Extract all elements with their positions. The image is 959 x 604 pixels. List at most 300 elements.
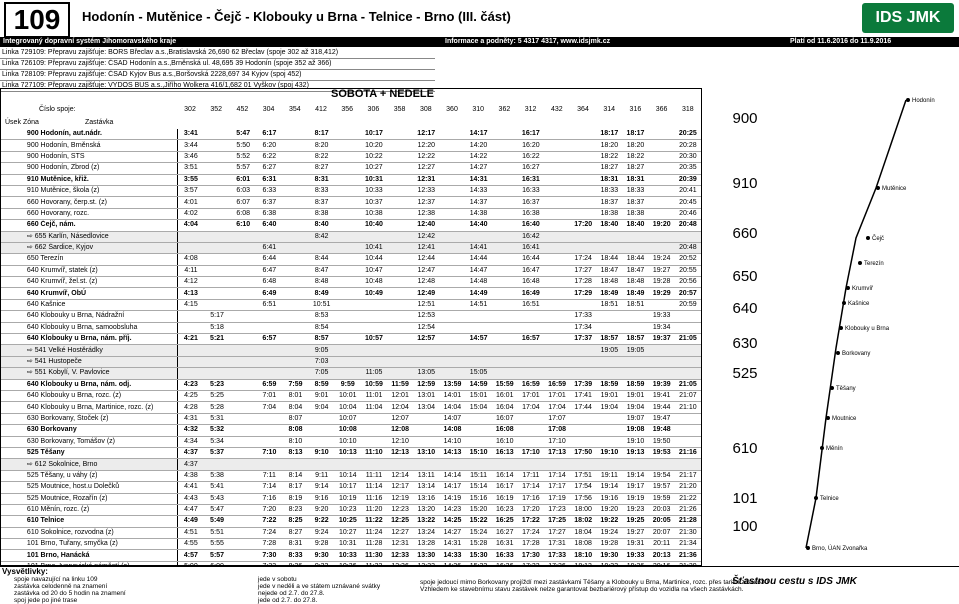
- time-cell: [204, 220, 230, 231]
- time-cell: [177, 311, 204, 322]
- time-cell: 4:15: [177, 299, 204, 310]
- map-stop-dot: [866, 236, 870, 240]
- time-cell: 19:33: [622, 550, 648, 561]
- time-cell: 18:47: [622, 265, 648, 276]
- time-cell: [492, 197, 518, 208]
- time-cell: [544, 231, 570, 242]
- time-cell: 7:28: [256, 539, 282, 550]
- time-cell: 10:20: [361, 140, 387, 151]
- time-cell: 4:04: [177, 220, 204, 231]
- zone-cell: [1, 277, 25, 288]
- time-cell: 7:30: [256, 550, 282, 561]
- time-cell: [230, 356, 256, 367]
- zone-cell: [1, 493, 25, 504]
- time-cell: [335, 129, 361, 140]
- time-cell: 12:51: [413, 299, 439, 310]
- table-row: [1, 185, 701, 196]
- time-cell: 18:49: [622, 288, 648, 299]
- time-cell: [544, 151, 570, 162]
- time-cell: [335, 197, 361, 208]
- time-cell: 6:33: [256, 185, 282, 196]
- time-cell: 19:39: [649, 379, 675, 390]
- time-cell: [204, 288, 230, 299]
- time-cell: 12:40: [413, 220, 439, 231]
- time-cell: 6:57: [256, 334, 282, 345]
- time-cell: 10:57: [361, 334, 387, 345]
- time-cell: 11:01: [361, 390, 387, 401]
- time-cell: 19:59: [649, 493, 675, 504]
- time-cell: [230, 413, 256, 424]
- time-cell: 17:07: [544, 413, 570, 424]
- time-cell: 4:28: [177, 402, 204, 413]
- time-cell: 20:48: [675, 220, 701, 231]
- time-cell: 21:05: [675, 379, 701, 390]
- time-cell: [230, 390, 256, 401]
- stop-name: 640 Klobouky u Brna, rozc. (z): [25, 390, 177, 401]
- table-row: [1, 220, 701, 231]
- time-cell: 19:57: [649, 482, 675, 493]
- time-cell: 14:25: [439, 516, 465, 527]
- time-cell: 19:29: [649, 288, 675, 299]
- time-cell: 19:17: [622, 482, 648, 493]
- time-cell: 19:23: [622, 504, 648, 515]
- zone-number: 525: [732, 365, 758, 382]
- time-cell: [622, 322, 648, 333]
- time-cell: [361, 425, 387, 436]
- time-cell: 14:10: [439, 436, 465, 447]
- time-cell: 17:16: [518, 493, 544, 504]
- time-cell: [596, 231, 622, 242]
- time-cell: 7:24: [256, 527, 282, 538]
- time-cell: [439, 265, 465, 276]
- time-cell: [518, 311, 544, 322]
- time-cell: 3:51: [177, 163, 204, 174]
- time-cell: 10:23: [335, 504, 361, 515]
- time-cell: [387, 163, 413, 174]
- time-cell: [544, 163, 570, 174]
- time-cell: [204, 163, 230, 174]
- time-cell: 5:57: [230, 163, 256, 174]
- time-cell: [335, 163, 361, 174]
- time-cell: [439, 220, 465, 231]
- time-cell: [230, 379, 256, 390]
- time-cell: 6:37: [256, 197, 282, 208]
- time-cell: 8:01: [282, 390, 308, 401]
- time-cell: 18:57: [596, 334, 622, 345]
- time-cell: 19:50: [649, 436, 675, 447]
- time-cell: 17:08: [544, 425, 570, 436]
- time-cell: 19:28: [596, 539, 622, 550]
- time-cell: [335, 368, 361, 379]
- zone-number: 900: [732, 110, 758, 127]
- time-cell: [570, 459, 596, 470]
- stop-name: 101 Brno, Tuřany, smyčka (z): [25, 539, 177, 550]
- time-cell: 20:05: [649, 516, 675, 527]
- time-cell: 16:07: [492, 413, 518, 424]
- time-cell: 16:44: [518, 254, 544, 265]
- time-cell: 21:10: [675, 402, 701, 413]
- time-cell: 17:24: [570, 254, 596, 265]
- time-cell: 21:16: [675, 447, 701, 458]
- time-cell: 6:49: [256, 288, 282, 299]
- time-cell: 17:28: [518, 539, 544, 550]
- time-cell: 19:05: [622, 345, 648, 356]
- time-cell: [335, 174, 361, 185]
- time-cell: [649, 242, 675, 253]
- time-cell: 18:48: [622, 277, 648, 288]
- map-stop-dot: [830, 386, 834, 390]
- time-cell: 13:14: [413, 482, 439, 493]
- time-cell: 16:19: [492, 493, 518, 504]
- time-cell: [649, 208, 675, 219]
- time-cell: 15:10: [465, 447, 491, 458]
- time-cell: [387, 129, 413, 140]
- time-cell: [361, 311, 387, 322]
- time-cell: 16:57: [518, 334, 544, 345]
- time-cell: 4:47: [177, 504, 204, 515]
- time-cell: 17:11: [518, 470, 544, 481]
- zone-cell: [1, 231, 25, 242]
- time-cell: [570, 413, 596, 424]
- time-cell: [309, 425, 335, 436]
- map-stop-dot: [826, 416, 830, 420]
- time-cell: 18:33: [596, 185, 622, 196]
- time-cell: 20:35: [675, 163, 701, 174]
- time-cell: 13:01: [413, 390, 439, 401]
- time-cell: [544, 311, 570, 322]
- zone-cell: [1, 459, 25, 470]
- time-cell: 15:11: [465, 470, 491, 481]
- stop-name: 910 Mutěnice, křiž.: [25, 174, 177, 185]
- time-cell: 12:10: [387, 436, 413, 447]
- time-cell: 8:23: [282, 504, 308, 515]
- stop-name: ⇨ 662 Šardice, Kyjov: [25, 242, 177, 253]
- time-cell: 5:57: [204, 550, 230, 561]
- time-cell: [492, 140, 518, 151]
- time-cell: [649, 299, 675, 310]
- time-cell: [282, 174, 308, 185]
- table-row: [1, 436, 701, 447]
- time-cell: 16:23: [492, 504, 518, 515]
- map-stop-dot: [858, 261, 862, 265]
- time-cell: [387, 334, 413, 345]
- time-cell: [570, 174, 596, 185]
- time-cell: [335, 254, 361, 265]
- route-map: [786, 88, 958, 564]
- time-cell: 14:04: [439, 402, 465, 413]
- time-cell: [177, 242, 204, 253]
- time-cell: 8:27: [282, 527, 308, 538]
- time-cell: 16:42: [518, 231, 544, 242]
- time-cell: [649, 163, 675, 174]
- time-cell: [230, 550, 256, 561]
- time-cell: [230, 402, 256, 413]
- time-cell: 16:01: [492, 390, 518, 401]
- stop-name: 610 Sokolnice, rozvodna (z): [25, 527, 177, 538]
- time-cell: 17:14: [518, 482, 544, 493]
- time-cell: 7:22: [256, 516, 282, 527]
- time-cell: [230, 527, 256, 538]
- time-cell: [282, 356, 308, 367]
- time-cell: [544, 356, 570, 367]
- time-cell: 14:14: [439, 470, 465, 481]
- trip-number: 316: [629, 106, 642, 113]
- time-cell: 17:31: [544, 539, 570, 550]
- time-cell: [439, 345, 465, 356]
- zone-number: 100: [732, 518, 758, 535]
- time-cell: 19:14: [596, 482, 622, 493]
- time-cell: 20:56: [675, 277, 701, 288]
- usek-label: Úsek: [5, 119, 21, 126]
- time-cell: 10:22: [361, 151, 387, 162]
- time-cell: 10:31: [361, 174, 387, 185]
- time-cell: 12:17: [413, 129, 439, 140]
- time-cell: 14:33: [465, 185, 491, 196]
- time-cell: 19:11: [596, 470, 622, 481]
- time-cell: [570, 425, 596, 436]
- time-cell: [649, 140, 675, 151]
- info-text: Informace a podněty: 5 4317 4317, www.idsjmk.cz: [445, 38, 611, 45]
- time-cell: [387, 345, 413, 356]
- time-cell: 19:13: [622, 447, 648, 458]
- time-cell: 19:34: [649, 322, 675, 333]
- time-cell: 18:40: [622, 220, 648, 231]
- time-cell: 17:28: [570, 277, 596, 288]
- time-cell: 19:10: [622, 436, 648, 447]
- time-cell: [649, 345, 675, 356]
- time-cell: 15:28: [465, 539, 491, 550]
- zone-number: 660: [732, 225, 758, 242]
- time-cell: 18:17: [596, 129, 622, 140]
- time-cell: [518, 425, 544, 436]
- time-cell: 17:25: [544, 516, 570, 527]
- time-cell: 19:19: [622, 493, 648, 504]
- trip-number: 354: [288, 106, 301, 113]
- time-cell: 6:48: [256, 277, 282, 288]
- time-cell: 12:14: [387, 470, 413, 481]
- table-row: [1, 129, 701, 140]
- time-cell: [518, 345, 544, 356]
- time-cell: 21:07: [675, 390, 701, 401]
- time-cell: 6:07: [230, 197, 256, 208]
- time-cell: 18:10: [570, 550, 596, 561]
- time-cell: [465, 425, 491, 436]
- time-cell: 12:22: [413, 151, 439, 162]
- table-row: [1, 242, 701, 253]
- table-row: [1, 413, 701, 424]
- time-cell: [230, 470, 256, 481]
- time-cell: 9:30: [309, 550, 335, 561]
- time-cell: 10:44: [361, 254, 387, 265]
- time-cell: 19:05: [596, 345, 622, 356]
- zone-cell: [1, 504, 25, 515]
- time-cell: [465, 311, 491, 322]
- time-cell: [439, 299, 465, 310]
- stop-name: 900 Hodonín, aut.nádr.: [25, 129, 177, 140]
- time-cell: 19:04: [622, 402, 648, 413]
- time-cell: [204, 368, 230, 379]
- time-cell: 8:07: [282, 413, 308, 424]
- zone-cell: [1, 151, 25, 162]
- time-cell: 9:04: [309, 402, 335, 413]
- stop-name: 640 Klobouky u Brna, Martinice, rozc. (z): [25, 402, 177, 413]
- time-cell: [465, 322, 491, 333]
- time-cell: 14:44: [465, 254, 491, 265]
- time-cell: 20:07: [649, 527, 675, 538]
- map-stop-dot: [814, 496, 818, 500]
- time-cell: [439, 288, 465, 299]
- time-cell: 16:25: [492, 516, 518, 527]
- table-row: [1, 288, 701, 299]
- time-cell: 8:10: [282, 436, 308, 447]
- time-cell: 5:51: [204, 527, 230, 538]
- time-cell: [544, 254, 570, 265]
- time-cell: 6:38: [256, 208, 282, 219]
- time-cell: [596, 425, 622, 436]
- time-cell: 13:24: [413, 527, 439, 538]
- time-cell: [492, 185, 518, 196]
- table-row: [1, 539, 701, 550]
- time-cell: 8:47: [309, 265, 335, 276]
- zone-cell: [1, 220, 25, 231]
- time-cell: 7:20: [256, 504, 282, 515]
- map-stop-label: Mutěnice: [882, 186, 907, 192]
- time-cell: [335, 334, 361, 345]
- time-cell: 20:13: [649, 550, 675, 561]
- time-cell: [570, 231, 596, 242]
- time-cell: 8:42: [309, 231, 335, 242]
- time-cell: [544, 345, 570, 356]
- time-cell: [439, 174, 465, 185]
- time-cell: 19:27: [622, 527, 648, 538]
- time-cell: [361, 436, 387, 447]
- time-cell: 6:27: [256, 163, 282, 174]
- time-cell: 5:18: [204, 322, 230, 333]
- time-cell: 19:10: [596, 447, 622, 458]
- stop-name: 610 Telnice: [25, 516, 177, 527]
- time-cell: [544, 459, 570, 470]
- zone-cell: [1, 516, 25, 527]
- time-cell: [230, 436, 256, 447]
- legend-item: spoj jede po jiné trase: [14, 597, 78, 604]
- time-cell: [596, 368, 622, 379]
- stop-name: 640 Klobouky u Brna, Nádražní: [25, 311, 177, 322]
- table-row: [1, 311, 701, 322]
- time-cell: [256, 345, 282, 356]
- time-cell: 18:59: [596, 379, 622, 390]
- time-cell: 7:10: [256, 447, 282, 458]
- time-cell: [282, 322, 308, 333]
- stop-name: ⇨ 541 Velké Hostěrádky: [25, 345, 177, 356]
- time-cell: 15:59: [492, 379, 518, 390]
- time-cell: [335, 299, 361, 310]
- zone-cell: [1, 425, 25, 436]
- time-cell: [204, 242, 230, 253]
- time-cell: 17:27: [570, 265, 596, 276]
- time-cell: 18:40: [596, 220, 622, 231]
- time-cell: 4:31: [177, 413, 204, 424]
- time-cell: [177, 345, 204, 356]
- time-cell: 17:01: [544, 390, 570, 401]
- time-cell: [204, 140, 230, 151]
- time-cell: 12:23: [387, 504, 413, 515]
- time-cell: 19:28: [649, 277, 675, 288]
- zone-cell: [1, 413, 25, 424]
- time-cell: [675, 413, 701, 424]
- time-cell: [282, 277, 308, 288]
- time-cell: [413, 425, 439, 436]
- time-cell: [439, 242, 465, 253]
- time-cell: [439, 129, 465, 140]
- time-cell: [282, 299, 308, 310]
- time-cell: [544, 299, 570, 310]
- time-cell: 14:37: [465, 197, 491, 208]
- zone-cell: [1, 265, 25, 276]
- legend-item: jede v sobotu: [258, 576, 297, 583]
- time-cell: [570, 242, 596, 253]
- time-cell: 4:57: [177, 550, 204, 561]
- timetable: [0, 88, 702, 566]
- table-row: [1, 174, 701, 185]
- line-number: 109: [4, 2, 70, 38]
- time-cell: 6:10: [230, 220, 256, 231]
- stop-name: 525 Moutnice, host.u Dolečků: [25, 482, 177, 493]
- time-cell: 11:11: [361, 470, 387, 481]
- map-stop-label: Moutnice: [832, 416, 857, 422]
- time-cell: 18:20: [622, 140, 648, 151]
- time-cell: [387, 151, 413, 162]
- time-cell: [204, 129, 230, 140]
- time-cell: 18:48: [596, 277, 622, 288]
- time-cell: 20:28: [675, 140, 701, 151]
- zone-cell: [1, 482, 25, 493]
- time-cell: [492, 129, 518, 140]
- table-row: [1, 231, 701, 242]
- time-cell: 16:41: [518, 242, 544, 253]
- time-cell: [282, 242, 308, 253]
- table-row: [1, 140, 701, 151]
- time-cell: [570, 436, 596, 447]
- time-cell: [465, 459, 491, 470]
- operator-line: Linka 728109: Přepravu zajišťuje: ČSAD Kyjov Bus a.s.,Boršovská 2228,697 34 Kyjov (spoj 452): [0, 70, 435, 81]
- table-row: [1, 151, 701, 162]
- zone-cell: [1, 345, 25, 356]
- time-cell: 17:41: [570, 390, 596, 401]
- time-cell: 14:41: [465, 242, 491, 253]
- time-cell: 18:20: [596, 140, 622, 151]
- time-cell: 7:04: [256, 402, 282, 413]
- time-cell: 21:22: [675, 493, 701, 504]
- map-stop-label: Terezín: [864, 261, 884, 267]
- time-cell: [570, 129, 596, 140]
- zone-cell: [1, 288, 25, 299]
- time-cell: 4:55: [177, 539, 204, 550]
- time-cell: [675, 322, 701, 333]
- time-cell: [675, 231, 701, 242]
- time-cell: 4:02: [177, 208, 204, 219]
- trip-number: 312: [524, 106, 537, 113]
- map-stop-dot: [842, 301, 846, 305]
- time-cell: 19:20: [649, 220, 675, 231]
- time-cell: [335, 356, 361, 367]
- time-cell: [492, 345, 518, 356]
- time-cell: 12:41: [413, 242, 439, 253]
- time-cell: [387, 254, 413, 265]
- map-stop-dot: [836, 351, 840, 355]
- time-cell: 19:30: [596, 550, 622, 561]
- stop-label: Zastávka: [85, 119, 114, 126]
- time-cell: 12:57: [413, 334, 439, 345]
